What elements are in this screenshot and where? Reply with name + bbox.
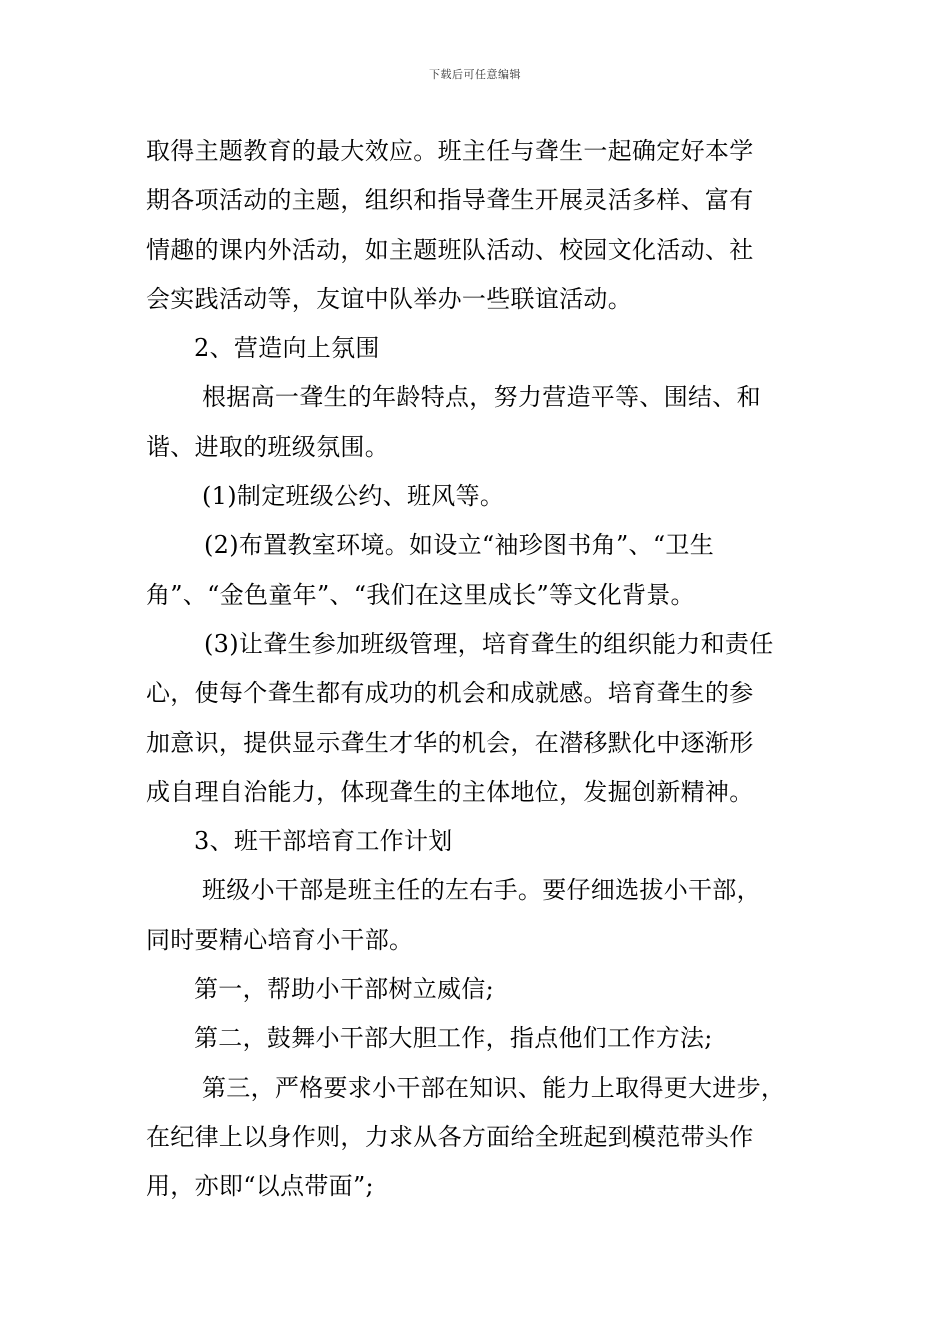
body-text [146, 127, 814, 1212]
text-line: 用，亦即“以点带面”; [146, 1172, 374, 1201]
text-line: 加意识，提供显示聋生才华的机会，在潜移默化中逐渐形 [146, 728, 754, 757]
text-line: 第一，帮助小干部树立威信; [194, 975, 494, 1004]
list-item: (1)制定班级公约、班风等。 [202, 482, 505, 511]
text-line: 情趣的课内外活动，如主题班队活动、校园文化活动、社 [146, 235, 754, 264]
list-item: (3)让聋生参加班级管理，培育聋生的组织能力和责任 [204, 629, 774, 658]
text-line: 取得主题教育的最大效应。班主任与聋生一起确定好本学 [146, 137, 754, 165]
header-note: 下载后可任意编辑 [429, 68, 521, 81]
section-heading: 2、营造向上氛围 [194, 334, 380, 363]
text-line: 谐、进取的班级氛围。 [146, 432, 389, 461]
text-line: 第三，严格要求小干部在知识、能力上取得更大进步， [202, 1073, 786, 1102]
text-line: 同时要精心培育小干部。 [146, 925, 414, 954]
text-line: 角”、“金色童年”、“我们在这里成长”等文化背景。 [146, 580, 695, 609]
text-line: 在纪律上以身作则，力求从各方面给全班起到模范带头作 [146, 1122, 754, 1151]
text-line: 期各项活动的主题，组织和指导聋生开展灵活多样、富有 [146, 186, 754, 215]
text-line: 根据高一聋生的年龄特点，努力营造平等、围结、和 [202, 383, 761, 412]
text-line: 第二，鼓舞小干部大胆工作，指点他们工作方法; [194, 1024, 713, 1053]
section-heading: 3、班干部培育工作计划 [194, 827, 453, 856]
text-line: 班级小干部是班主任的左右手。要仔细选拔小干部， [202, 876, 761, 905]
text-line: 成自理自治能力，体现聋生的主体地位，发掘创新精神。 [146, 777, 754, 806]
text-line: 心，使每个聋生都有成功的机会和成就感。培育聋生的参 [146, 679, 754, 708]
list-item: (2)布置教室环境。如设立“袖珍图书角”、“卫生 [204, 531, 715, 560]
text-line: 会实践活动等，友谊中队举办一些联谊活动。 [146, 284, 632, 313]
